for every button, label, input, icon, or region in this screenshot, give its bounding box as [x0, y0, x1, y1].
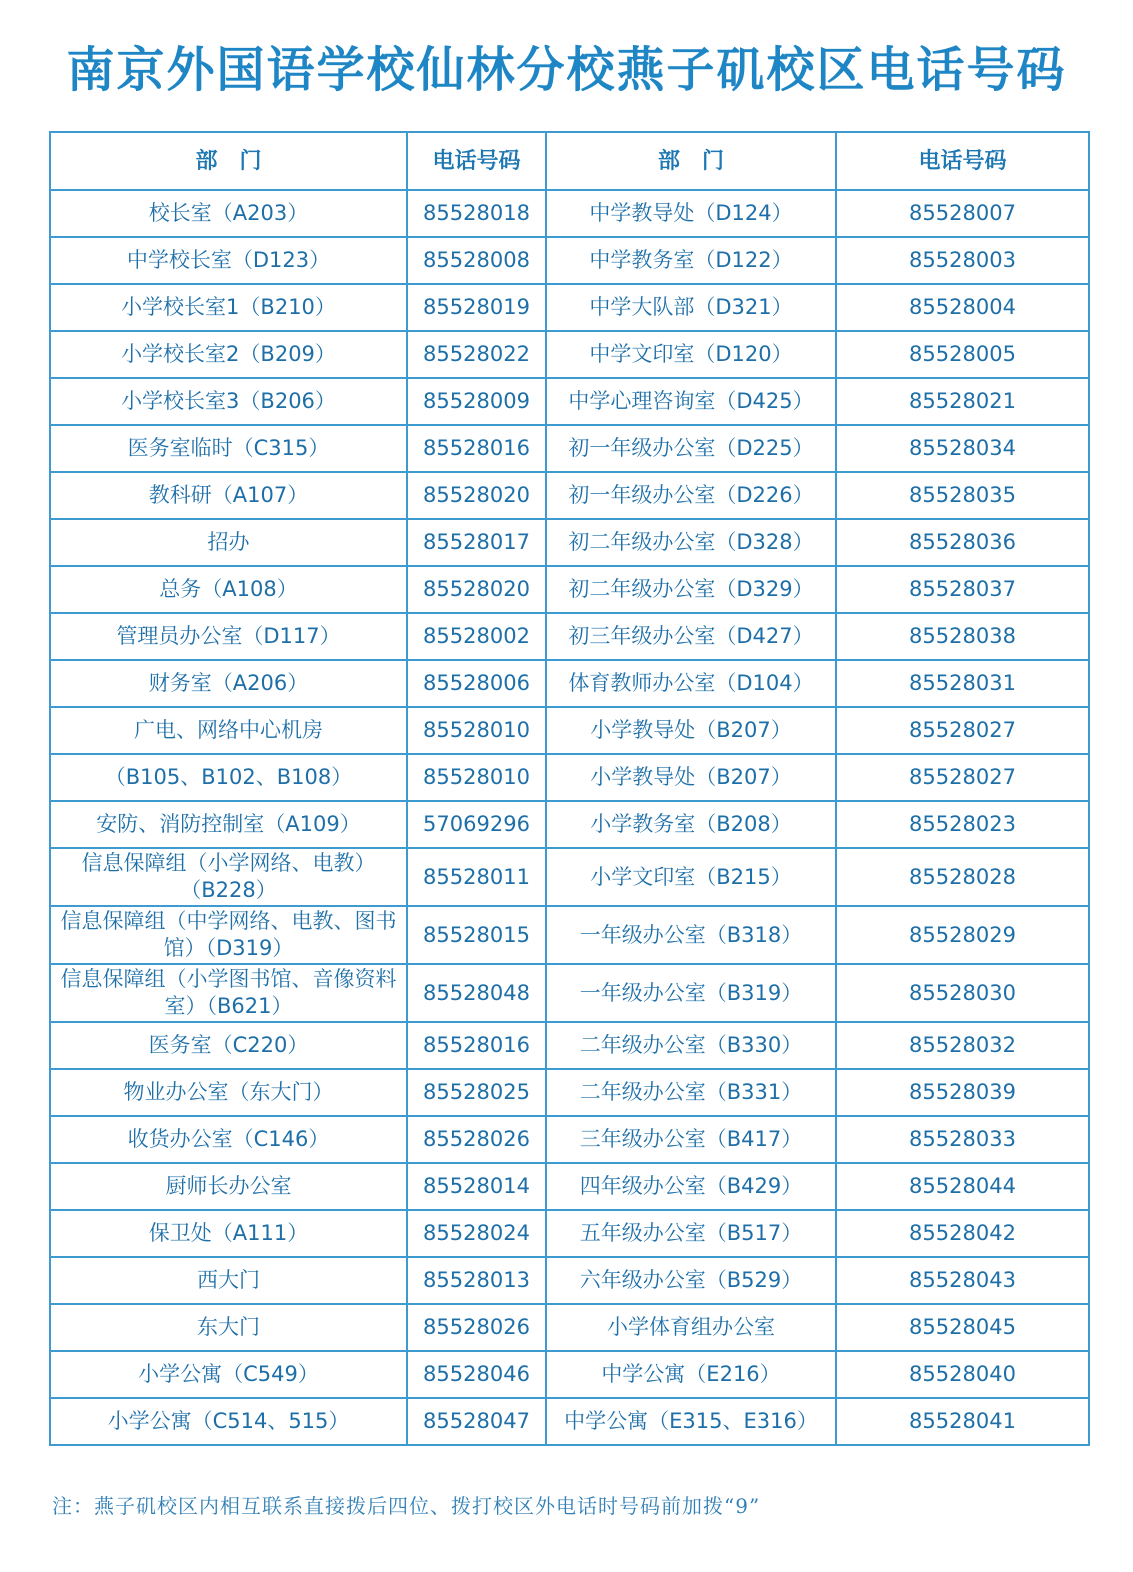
cell-phone-right: 85528032: [836, 1022, 1089, 1069]
cell-phone-right: 85528038: [836, 613, 1089, 660]
cell-phone-left: 85528026: [407, 1116, 546, 1163]
table-row: [50, 472, 1089, 519]
cell-phone-right: 85528007: [836, 190, 1089, 237]
cell-phone-left: 85528022: [407, 331, 546, 378]
header-phone-right: 电话号码: [836, 132, 1089, 190]
cell-phone-right: 85528029: [836, 906, 1089, 964]
cell-department-left: 招办: [50, 519, 407, 566]
cell-phone-right: 85528045: [836, 1304, 1089, 1351]
cell-phone-right: 85528027: [836, 754, 1089, 801]
cell-phone-right: 85528031: [836, 660, 1089, 707]
table-row: [50, 378, 1089, 425]
table-row: [50, 1069, 1089, 1116]
cell-department-right: 三年级办公室（B417）: [546, 1116, 836, 1163]
cell-phone-left: 85528013: [407, 1257, 546, 1304]
cell-department-left: 信息保障组（小学图书馆、音像资料室）（B621）: [50, 964, 407, 1022]
cell-department-right: 小学体育组办公室: [546, 1304, 836, 1351]
table-row: [50, 1351, 1089, 1398]
table-row: [50, 613, 1089, 660]
header-row: [50, 132, 1089, 190]
page-title: 南京外国语学校仙林分校燕子矶校区电话号码: [66, 42, 1067, 98]
cell-phone-right: 85528035: [836, 472, 1089, 519]
cell-phone-left: 85528024: [407, 1210, 546, 1257]
table-row: [50, 190, 1089, 237]
cell-phone-left: 85528002: [407, 613, 546, 660]
table-row: [50, 284, 1089, 331]
cell-department-right: 二年级办公室（B330）: [546, 1022, 836, 1069]
cell-department-right: 初一年级办公室（D225）: [546, 425, 836, 472]
cell-department-right: 五年级办公室（B517）: [546, 1210, 836, 1257]
cell-department-right: 四年级办公室（B429）: [546, 1163, 836, 1210]
footnote: 注：燕子矶校区内相互联系直接拨后四位、拨打校区外电话时号码前加拨“9”: [52, 1494, 761, 1518]
cell-phone-left: 85528015: [407, 906, 546, 964]
cell-department-right: 中学心理咨询室（D425）: [546, 378, 836, 425]
table-row: [50, 660, 1089, 707]
cell-phone-left: 85528016: [407, 425, 546, 472]
cell-phone-right: 85528044: [836, 1163, 1089, 1210]
table-row: [50, 801, 1089, 848]
cell-phone-left: 85528010: [407, 754, 546, 801]
cell-phone-right: 85528004: [836, 284, 1089, 331]
cell-phone-left: 85528025: [407, 1069, 546, 1116]
cell-phone-right: 85528040: [836, 1351, 1089, 1398]
cell-phone-right: 85528027: [836, 707, 1089, 754]
cell-department-right: 二年级办公室（B331）: [546, 1069, 836, 1116]
table-row: [50, 1163, 1089, 1210]
cell-department-right: 中学公寓（E315、E316）: [546, 1398, 836, 1445]
cell-phone-right: 85528030: [836, 964, 1089, 1022]
cell-department-left: 厨师长办公室: [50, 1163, 407, 1210]
cell-phone-right: 85528023: [836, 801, 1089, 848]
table-row: [50, 1022, 1089, 1069]
cell-phone-right: 85528037: [836, 566, 1089, 613]
cell-department-right: 体育教师办公室（D104）: [546, 660, 836, 707]
cell-phone-left: 85528017: [407, 519, 546, 566]
cell-department-left: 总务（A108）: [50, 566, 407, 613]
cell-department-right: 小学教导处（B207）: [546, 707, 836, 754]
cell-department-left: 物业办公室（东大门）: [50, 1069, 407, 1116]
cell-phone-right: 85528003: [836, 237, 1089, 284]
table-row: [50, 237, 1089, 284]
cell-phone-right: 85528041: [836, 1398, 1089, 1445]
cell-phone-right: 85528039: [836, 1069, 1089, 1116]
table-row: [50, 331, 1089, 378]
cell-department-left: 收货办公室（C146）: [50, 1116, 407, 1163]
cell-department-right: 中学公寓（E216）: [546, 1351, 836, 1398]
cell-phone-left: 85528048: [407, 964, 546, 1022]
cell-phone-left: 85528026: [407, 1304, 546, 1351]
cell-department-right: 初二年级办公室（D329）: [546, 566, 836, 613]
cell-department-left: 保卫处（A111）: [50, 1210, 407, 1257]
cell-department-left: 教科研（A107）: [50, 472, 407, 519]
cell-department-left: 广电、网络中心机房: [50, 707, 407, 754]
cell-department-right: 六年级办公室（B529）: [546, 1257, 836, 1304]
cell-phone-right: 85528005: [836, 331, 1089, 378]
cell-phone-left: 85528020: [407, 472, 546, 519]
table-row: [50, 1116, 1089, 1163]
cell-department-right: 中学大队部（D321）: [546, 284, 836, 331]
cell-phone-left: 85528016: [407, 1022, 546, 1069]
header-department-left: 部 门: [50, 132, 407, 190]
table-row: [50, 707, 1089, 754]
cell-department-left: 小学公寓（C549）: [50, 1351, 407, 1398]
cell-phone-right: 85528043: [836, 1257, 1089, 1304]
cell-phone-left: 85528008: [407, 237, 546, 284]
table-row: [50, 906, 1089, 964]
cell-department-right: 一年级办公室（B319）: [546, 964, 836, 1022]
cell-department-left: 医务室临时（C315）: [50, 425, 407, 472]
cell-phone-right: 85528021: [836, 378, 1089, 425]
cell-phone-right: 85528042: [836, 1210, 1089, 1257]
table-row: [50, 848, 1089, 906]
cell-phone-left: 85528011: [407, 848, 546, 906]
cell-department-left: 医务室（C220）: [50, 1022, 407, 1069]
table-row: [50, 964, 1089, 1022]
table-row: [50, 754, 1089, 801]
cell-department-left: 中学校长室（D123）: [50, 237, 407, 284]
table-row: [50, 425, 1089, 472]
cell-department-right: 中学教导处（D124）: [546, 190, 836, 237]
cell-department-left: （B105、B102、B108）: [50, 754, 407, 801]
table-row: [50, 519, 1089, 566]
cell-phone-right: 85528033: [836, 1116, 1089, 1163]
cell-phone-left: 57069296: [407, 801, 546, 848]
cell-department-right: 初二年级办公室（D328）: [546, 519, 836, 566]
cell-department-right: 一年级办公室（B318）: [546, 906, 836, 964]
cell-department-left: 管理员办公室（D117）: [50, 613, 407, 660]
cell-phone-left: 85528006: [407, 660, 546, 707]
table-row: [50, 1257, 1089, 1304]
table-row: [50, 1304, 1089, 1351]
cell-department-left: 小学校长室2（B209）: [50, 331, 407, 378]
table-row: [50, 1398, 1089, 1445]
cell-department-left: 信息保障组（中学网络、电教、图书馆）（D319）: [50, 906, 407, 964]
table-row: [50, 1210, 1089, 1257]
cell-department-left: 小学公寓（C514、515）: [50, 1398, 407, 1445]
cell-phone-left: 85528014: [407, 1163, 546, 1210]
cell-phone-left: 85528010: [407, 707, 546, 754]
header-department-right: 部 门: [546, 132, 836, 190]
table-body: [50, 190, 1089, 1445]
cell-department-left: 财务室（A206）: [50, 660, 407, 707]
cell-phone-left: 85528018: [407, 190, 546, 237]
cell-department-right: 小学教导处（B207）: [546, 754, 836, 801]
cell-phone-right: 85528028: [836, 848, 1089, 906]
cell-phone-right: 85528036: [836, 519, 1089, 566]
cell-department-left: 西大门: [50, 1257, 407, 1304]
cell-department-right: 小学教务室（B208）: [546, 801, 836, 848]
table-row: [50, 566, 1089, 613]
cell-phone-left: 85528047: [407, 1398, 546, 1445]
cell-phone-right: 85528034: [836, 425, 1089, 472]
cell-phone-left: 85528020: [407, 566, 546, 613]
header-phone-left: 电话号码: [407, 132, 546, 190]
cell-phone-left: 85528019: [407, 284, 546, 331]
cell-department-right: 初一年级办公室（D226）: [546, 472, 836, 519]
cell-department-left: 小学校长室3（B206）: [50, 378, 407, 425]
cell-department-left: 信息保障组（小学网络、电教）（B228）: [50, 848, 407, 906]
cell-phone-left: 85528009: [407, 378, 546, 425]
cell-department-right: 小学文印室（B215）: [546, 848, 836, 906]
cell-department-left: 东大门: [50, 1304, 407, 1351]
cell-department-right: 中学教务室（D122）: [546, 237, 836, 284]
cell-department-left: 安防、消防控制室（A109）: [50, 801, 407, 848]
cell-department-left: 小学校长室1（B210）: [50, 284, 407, 331]
cell-department-right: 中学文印室（D120）: [546, 331, 836, 378]
cell-department-left: 校长室（A203）: [50, 190, 407, 237]
cell-department-right: 初三年级办公室（D427）: [546, 613, 836, 660]
cell-phone-left: 85528046: [407, 1351, 546, 1398]
phone-directory-table: [49, 131, 1090, 1446]
